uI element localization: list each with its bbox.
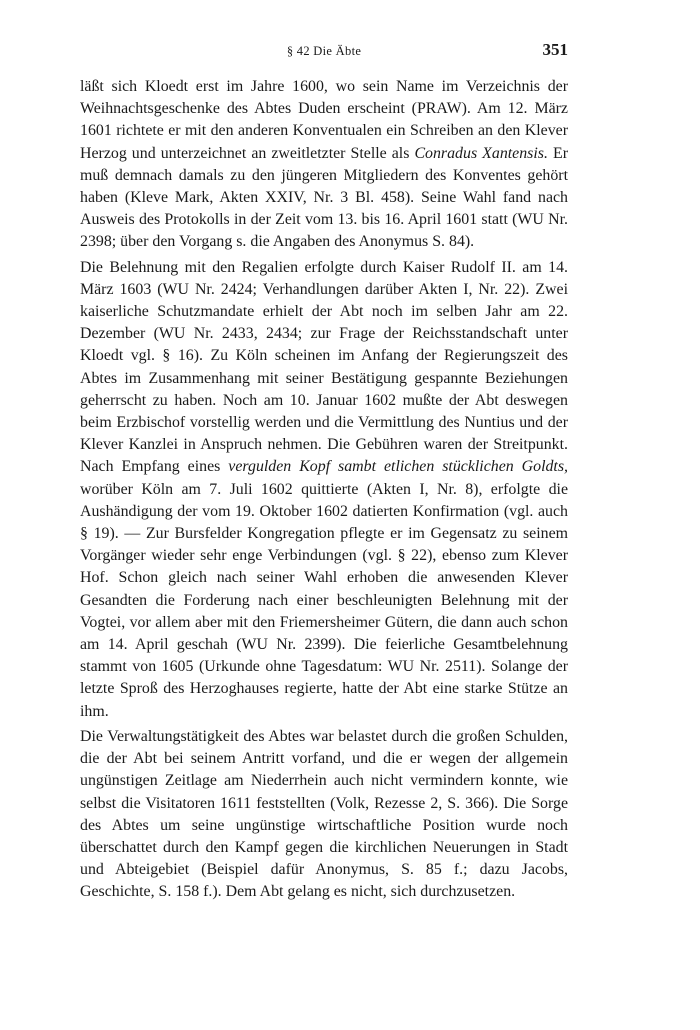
text-run: Die Verwaltungstätigkeit des Abtes war belastet durch die großen Schulden, die der Abt bei seinem Antritt vorfand, und die er wegen der allgemein ungünstigen Zeitlage am Niederrhein auch nicht vermindern konnte, wie selbst die Visitatoren 1611 feststellten (Volk, Rezesse 2, S. 366). Die Sorge des Abtes um seine ungünstige wirtschaftliche Position wurde noch überschattet durch den Kampf gegen die kirchlichen Neuerungen in Stadt und Abteigebiet (Beispiel dafür Anonymus, S. 85 f.; dazu Jacobs, Geschichte, S. 158 f.). Dem Abt gelang es nicht, sich durchzusetzen.: [80, 727, 568, 901]
body-text: [80, 76, 568, 904]
italic-quote: Conradus Xantensis.: [414, 144, 548, 162]
running-head: [80, 40, 568, 68]
text-run: worüber Köln am 7. Juli 1602 quittierte (Akten I, Nr. 8), erfolgte die Aushändigung der vom 19. Oktober 1602 datierten Konfirmation (vgl. auch § 19). — Zur Bursfelder Kongregation pflegte er im Gegensatz zu seinem Vorgänger wieder sehr enge Verbindungen (vgl. § 22), ebenso zum Klever Hof. Schon gleich nach seiner Wahl erhoben die anwesenden Klever Gesandten die Forderung nach einer beschleunigten Belehnung mit der Vogtei, vor allem aber mit den Friemersheimer Gütern, die dann auch schon am 14. April geschah (WU Nr. 2399). Die feierliche Gesamtbelehnung stammt von 1605 (Urkunde ohne Tagesdatum: WU Nr. 2511). Solange der letzte Sproß des Herzoghauses regierte, hatte der Abt eine starke Stütze an ihm.: [80, 480, 568, 720]
text-run: Er muß demnach damals zu den jüngeren Mitgliedern des Konventes gehört haben (Kleve Mark, Akten XXIV, Nr. 3 Bl. 458). Seine Wahl fand nach Ausweis des Protokolls in der Zeit vom 13. bis 16. April 1601 statt (WU Nr. 2398; über den Vorgang s. die Angaben des Anonymus S. 84).: [80, 144, 568, 251]
page-number: 351: [542, 40, 568, 59]
text-run: Die Belehnung mit den Regalien erfolgte durch Kaiser Rudolf II. am 14. März 1603 (WU Nr. 2424; Verhandlungen darüber Akten I, Nr. 22). Zwei kaiserliche Schutzmandate erhielt der Abt noch im selben Jahr am 22. Dezember (WU Nr. 2433, 2434; zur Frage der Reichsstandschaft unter Kloedt vgl. § 16). Zu Köln scheinen im Anfang der Regierungszeit des Abtes im Zusammenhang mit seiner Bestätigung gespannte Beziehungen geherrscht zu haben. Noch am 10. Januar 1602 mußte der Abt deswegen beim Erzbischof vorstellig werden und die Vermittlung des Nuntius und der Klever Kanzlei in Anspruch nehmen. Die Gebühren waren der Streitpunkt. Nach Empfang eines: [80, 258, 568, 476]
book-page: [80, 40, 568, 904]
italic-quote: vergulden Kopf sambt etlichen stücklichen Goldts,: [228, 458, 569, 476]
paragraph: [80, 726, 568, 904]
paragraph: [80, 76, 568, 254]
paragraph: [80, 257, 568, 723]
running-title: § 42 Die Äbte: [286, 44, 362, 58]
text-run: läßt sich Kloedt erst im Jahre 1600, wo sein Name im Verzeichnis der Weihnachtsgeschenke des Abtes Duden erscheint (PRAW). Am 12. März 1601 richtete er mit den anderen Konventualen ein Schreiben an den Klever Herzog und unterzeichnet an zweitletzter Stelle als: [80, 78, 568, 162]
